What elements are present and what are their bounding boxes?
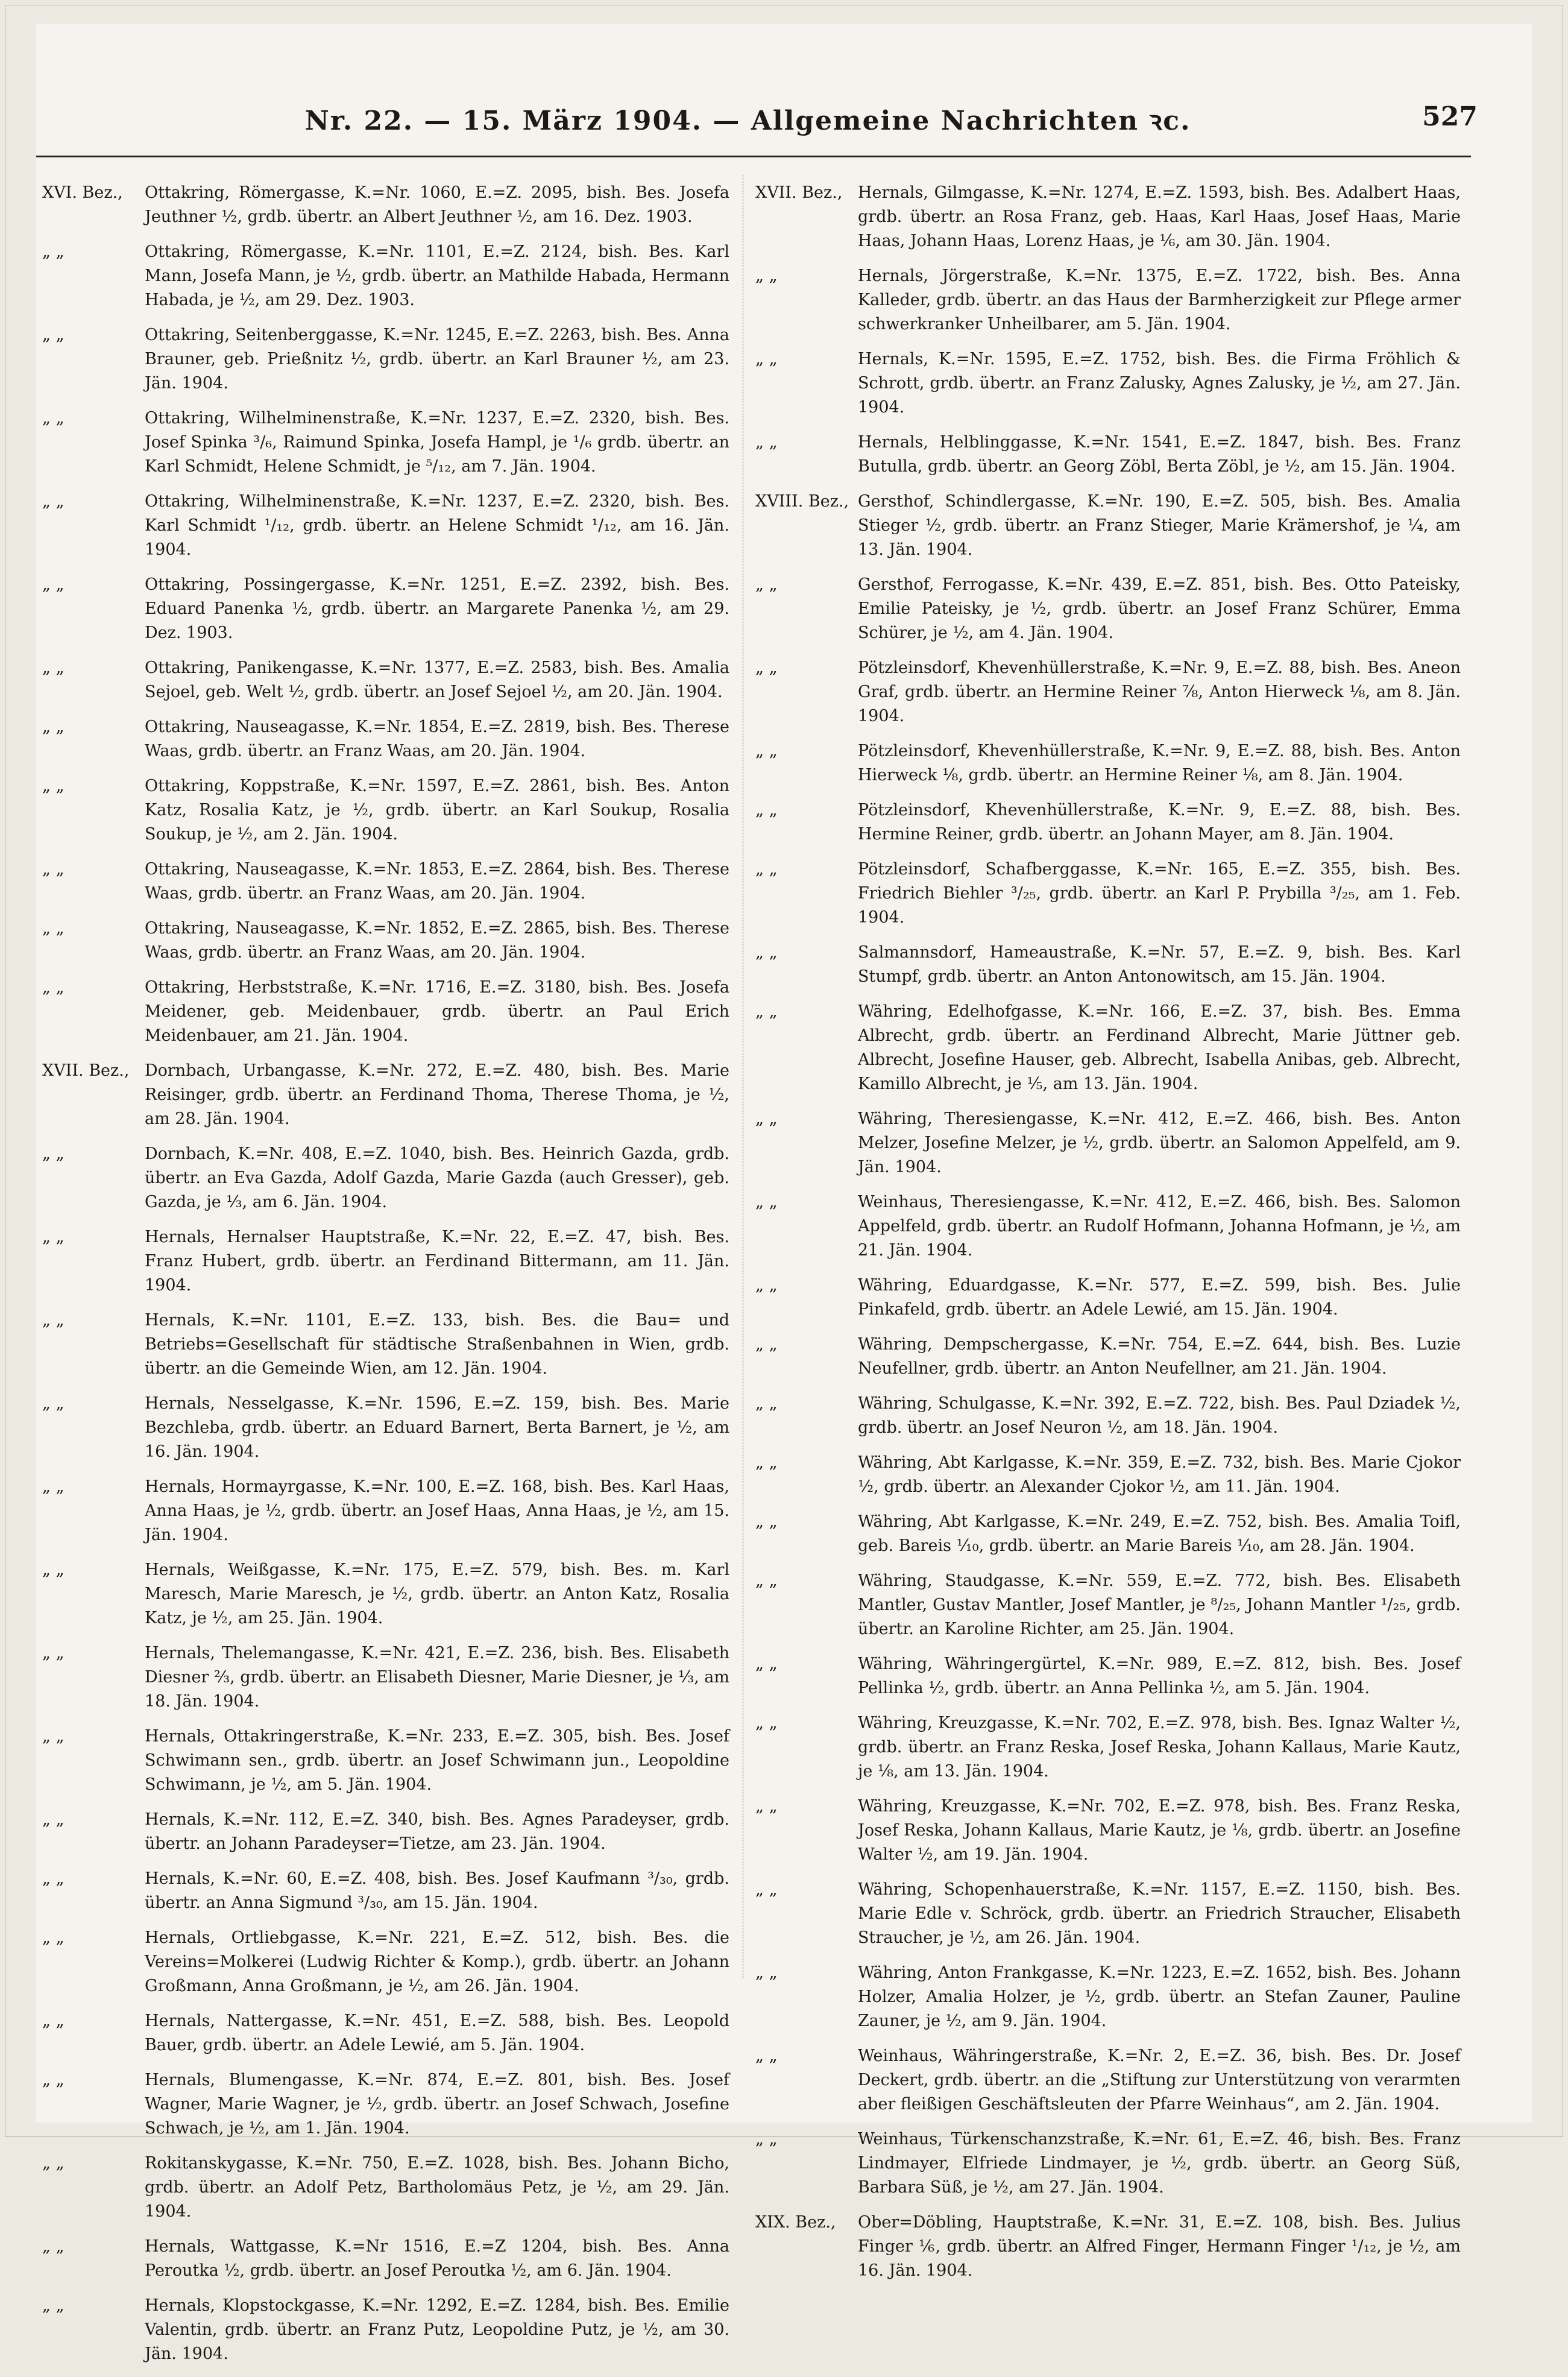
entry-text: Währing, Eduardgasse, K.=Nr. 577, E.=Z. 599, bish. Bes. Julie Pinkafeld, grdb. übertr. an Adele Lewié, am 15. Jän. 1904. [858,1276,1461,1319]
entry-text: Dornbach, K.=Nr. 408, E.=Z. 1040, bish. Bes. Heinrich Gazda, grdb. übertr. an Eva Gazda, Adolf Gazda, Marie Gazda (auch Gresser), geb. Gazda, je ⅓, am 6. Jän. 1904. [145,1144,729,1211]
district-label: „ „ [42,326,65,344]
district-label: „ „ [42,2012,65,2030]
entry-text: Währing, Schulgasse, K.=Nr. 392, E.=Z. 722, bish. Bes. Paul Dziadek ½, grdb. übertr. an Josef Neuron ½, am 18. Jän. 1904. [858,1394,1461,1437]
district-label: „ „ [42,2296,65,2315]
register-entry [42,2294,729,2366]
register-entry [755,1107,1461,1179]
entry-text: Währing, Kreuzgasse, K.=Nr. 702, E.=Z. 978, bish. Bes. Ignaz Walter ½, grdb. übertr. an Franz Reska, Josef Reska, Johann Kallaus, Marie Kautz, je ⅛, am 13. Jän. 1904. [858,1714,1461,1781]
register-entry [42,715,729,763]
district-label: „ „ [755,575,778,594]
entry-text: Hernals, Weißgasse, K.=Nr. 175, E.=Z. 579, bish. Bes. m. Karl Maresch, Marie Maresch, je ½, grdb. übertr. an Anton Katz, Rosalia Katz, je ½, am 25. Jän. 1904. [145,1561,729,1627]
right-column [755,181,1461,2294]
district-label: „ „ [755,1571,778,1590]
entry-text: Salmannsdorf, Hameaustraße, K.=Nr. 57, E.=Z. 9, bish. Bes. Karl Stumpf, grdb. übertr. an Anton Antonowitsch, am 15. Jän. 1904. [858,943,1461,986]
register-entry [755,490,1461,562]
register-entry [755,573,1461,645]
entry-text: Ottakring, Nauseagasse, K.=Nr. 1852, E.=Z. 2865, bish. Bes. Therese Waas, grdb. übertr. an Franz Waas, am 20. Jän. 1904. [145,919,729,962]
register-entry [755,1274,1461,1322]
district-label: „ „ [42,658,65,677]
district-label: „ „ [42,575,65,594]
entry-text: Hernals, Ortliebgasse, K.=Nr. 221, E.=Z. 512, bish. Bes. die Vereins=Molkerei (Ludwig Richter & Komp.), grdb. übertr. an Johann Großmann, Anna Großmann, je ½, am 26. Jän. 1904. [145,1928,729,1995]
register-entry [755,1878,1461,1950]
register-entry [755,2211,1461,2283]
entry-text: Hernals, K.=Nr. 1101, E.=Z. 133, bish. Bes. die Bau= und Betriebs=Gesellschaft für städtische Straßenbahnen in Wien, grdb. übertr. an die Gemeinde Wien, am 12. Jän. 1904. [145,1311,729,1378]
entry-text: Pötzleinsdorf, Schafberggasse, K.=Nr. 165, E.=Z. 355, bish. Bes. Friedrich Biehler ³/₂₅, grdb. übertr. an Karl P. Prybilla ³/₂₅, am 1. Feb. 1904. [858,860,1461,927]
district-label: „ „ [755,1193,778,1211]
register-entry [42,976,729,1048]
district-label: „ „ [755,1714,778,1732]
register-entry [42,240,729,312]
register-entry [755,1451,1461,1499]
district-label: „ „ [42,1394,65,1413]
entry-text: Hernals, Nattergasse, K.=Nr. 451, E.=Z. 588, bish. Bes. Leopold Bauer, grdb. übertr. an Adele Lewié, am 5. Jän. 1904. [145,2012,729,2054]
district-label: „ „ [755,1110,778,1128]
register-entry [42,1142,729,1214]
register-entry [42,1059,729,1131]
register-entry [755,181,1461,253]
entry-text: Hernals, K.=Nr. 60, E.=Z. 408, bish. Bes. Josef Kaufmann ³/₃₀, grdb. übertr. an Anna Sigmund ³/₃₀, am 15. Jän. 1904. [145,1869,729,1912]
district-label: „ „ [755,860,778,879]
district-label: „ „ [755,267,778,285]
entry-text: Ottakring, Panikengasse, K.=Nr. 1377, E.=Z. 2583, bish. Bes. Amalia Sejoel, geb. Welt ½, grdb. übertr. an Josef Sejoel ½, am 20. Jän. 1904. [145,658,729,701]
district-label: „ „ [755,742,778,760]
entry-text: Ottakring, Römergasse, K.=Nr. 1060, E.=Z. 2095, bish. Bes. Josefa Jeuthner ½, grdb. übertr. an Albert Jeuthner ½, am 16. Dez. 1903. [145,183,729,226]
entry-text: Weinhaus, Türkenschanzstraße, K.=Nr. 61, E.=Z. 46, bish. Bes. Franz Lindmayer, Elfriede Lindmayer, je ½, grdb. übertr. an Georg Süß, Barbara Süß, je ½, am 27. Jän. 1904. [858,2130,1461,2197]
register-entry [42,2068,729,2141]
register-entry [42,917,729,965]
entry-text: Weinhaus, Theresiengasse, K.=Nr. 412, E.=Z. 466, bish. Bes. Salomon Appelfeld, grdb. übertr. an Rudolf Hofmann, Johanna Hofmann, je ½, am 21. Jän. 1904. [858,1193,1461,1260]
register-entry [42,406,729,479]
entry-text: Weinhaus, Währingerstraße, K.=Nr. 2, E.=Z. 36, bish. Bes. Dr. Josef Deckert, grdb. übertr. an die „Stiftung zur Unterstützung von verarmten aber fleißigen Geschäftsleuten der Pfarre Weinhaus“, am 2. Jän. 1904. [858,2047,1461,2113]
page-header [18,101,1478,144]
entry-text: Gersthof, Schindlergasse, K.=Nr. 190, E.=Z. 505, bish. Bes. Amalia Stieger ½, grdb. übertr. an Franz Stieger, Marie Krämershof, je ¼, am 13. Jän. 1904. [858,492,1461,559]
district-label: „ „ [755,1963,778,1982]
entry-text: Hernals, Jörgerstraße, K.=Nr. 1375, E.=Z. 1722, bish. Bes. Anna Kalleder, grdb. übertr. an das Haus der Barmherzigkeit zur Pflege armer schwerkranker Unheilbarer, am 5. Jän. 1904. [858,267,1461,333]
district-label: „ „ [42,1561,65,1579]
district-label: „ „ [42,1928,65,1947]
district-label: „ „ [42,242,65,261]
register-entry [755,1510,1461,1558]
entry-text: Hernals, Helblinggasse, K.=Nr. 1541, E.=Z. 1847, bish. Bes. Franz Butulla, grdb. übertr. an Georg Zöbl, Berta Zöbl, je ½, am 15. Jän. 1904. [858,433,1461,476]
register-entry [42,656,729,704]
register-entry [755,1000,1461,1096]
district-label: XVIII. Bez., [755,492,849,511]
register-entry [755,1795,1461,1867]
entry-text: Hernals, Blumengasse, K.=Nr. 874, E.=Z. 801, bish. Bes. Josef Wagner, Marie Wagner, je ½, grdb. übertr. an Josef Schwach, Josefine Schwach, je ½, am 1. Jän. 1904. [145,2071,729,2138]
register-entry [42,1308,729,1381]
entry-text: Währing, Kreuzgasse, K.=Nr. 702, E.=Z. 978, bish. Bes. Franz Reska, Josef Reska, Johann Kallaus, Marie Kautz, je ⅛, grdb. übertr. an Josefine Walter ½, am 19. Jän. 1904. [858,1797,1461,1864]
register-entry [755,739,1461,788]
district-label: „ „ [42,1477,65,1496]
district-label: XVI. Bez., [42,183,123,202]
entry-text: Währing, Edelhofgasse, K.=Nr. 166, E.=Z. 37, bish. Bes. Emma Albrecht, grdb. übertr. an Ferdinand Albrecht, Marie Jüttner geb. Albrecht, Josefine Hauser, geb. Albrecht, Isabella Anibas, geb. Albrecht, Kamillo Albrecht, je ⅕, am 13. Jän. 1904. [858,1002,1461,1093]
district-label: „ „ [42,718,65,736]
entry-text: Ottakring, Nauseagasse, K.=Nr. 1853, E.=Z. 2864, bish. Bes. Therese Waas, grdb. übertr. an Franz Waas, am 20. Jän. 1904. [145,860,729,903]
register-entry [42,2151,729,2224]
district-label: „ „ [42,492,65,511]
register-entry [42,1808,729,1856]
register-entry [42,1475,729,1547]
register-entry [42,1641,729,1714]
district-label: „ „ [755,1880,778,1899]
header-rule [36,156,1471,157]
district-label: „ „ [755,350,778,368]
district-label: „ „ [42,1727,65,1746]
running-head: Nr. 22. — 15. März 1904. — Allgemeine Nachrichten ꝛc. [304,106,1191,136]
register-entry [42,774,729,847]
register-entry [755,1333,1461,1381]
register-entry [42,1725,729,1797]
entry-text: Hernals, Wattgasse, K.=Nr 1516, E.=Z 1204, bish. Bes. Anna Peroutka ½, grdb. übertr. an Josef Peroutka ½, am 6. Jän. 1904. [145,2237,729,2280]
register-entry [755,264,1461,336]
entry-text: Pötzleinsdorf, Khevenhüllerstraße, K.=Nr. 9, E.=Z. 88, bish. Bes. Anton Hierweck ⅛, grdb. übertr. an Hermine Reiner ⅛, am 8. Jän. 1904. [858,742,1461,784]
district-label: „ „ [755,801,778,819]
register-entry [755,1392,1461,1440]
district-label: „ „ [42,2071,65,2089]
entry-text: Hernals, Hernalser Hauptstraße, K.=Nr. 22, E.=Z. 47, bish. Bes. Franz Hubert, grdb. übertr. an Ferdinand Bittermann, am 11. Jän. 1904. [145,1228,729,1295]
district-label: XVII. Bez., [42,1061,130,1080]
entry-text: Währing, Theresiengasse, K.=Nr. 412, E.=Z. 466, bish. Bes. Anton Melzer, Josefine Melzer, je ½, grdb. übertr. an Salomon Appelfeld, am 9. Jän. 1904. [858,1110,1461,1176]
entry-text: Hernals, Thelemangasse, K.=Nr. 421, E.=Z. 236, bish. Bes. Elisabeth Diesner ⅔, grdb. übertr. an Elisabeth Diesner, Marie Diesner, je ⅓, am 18. Jän. 1904. [145,1644,729,1711]
register-entry [42,490,729,562]
entry-text: Dornbach, Urbangasse, K.=Nr. 272, E.=Z. 480, bish. Bes. Marie Reisinger, grdb. übertr. an Ferdinand Thoma, Therese Thoma, je ½, am 28. Jän. 1904. [145,1061,729,1128]
district-label: „ „ [42,1311,65,1330]
entry-text: Ottakring, Possingergasse, K.=Nr. 1251, E.=Z. 2392, bish. Bes. Eduard Panenka ½, grdb. übertr. an Margarete Panenka ½, am 29. Dez. 1903. [145,575,729,642]
register-entry [755,656,1461,728]
district-label: „ „ [755,1512,778,1531]
district-label: „ „ [755,1002,778,1021]
district-label: „ „ [755,658,778,677]
entry-text: Währing, Schopenhauerstraße, K.=Nr. 1157, E.=Z. 1150, bish. Bes. Marie Edle v. Schröck, grdb. übertr. an Friedrich Straucher, Elisabeth Straucher, je ½, am 26. Jän. 1904. [858,1880,1461,1947]
register-entry [42,573,729,645]
district-label: „ „ [42,2237,65,2256]
register-entry [42,857,729,906]
entry-text: Währing, Abt Karlgasse, K.=Nr. 249, E.=Z. 752, bish. Bes. Amalia Toifl, geb. Bareis ⅒, grdb. übertr. an Marie Bareis ⅒, am 28. Jän. 1904. [858,1512,1461,1555]
register-entry [42,1392,729,1464]
register-entry [42,1558,729,1630]
register-entry [42,1225,729,1298]
district-label: „ „ [42,1144,65,1163]
register-entry [42,2009,729,2057]
district-label: „ „ [755,1394,778,1413]
district-label: „ „ [42,919,65,938]
register-entry [755,1652,1461,1700]
district-label: „ „ [42,1644,65,1662]
entry-text: Währing, Abt Karlgasse, K.=Nr. 359, E.=Z. 732, bish. Bes. Marie Cjokor ½, grdb. übertr. an Alexander Cjokor ½, am 11. Jän. 1904. [858,1453,1461,1496]
district-label: XIX. Bez., [755,2213,836,2232]
entry-text: Ober=Döbling, Hauptstraße, K.=Nr. 31, E.=Z. 108, bish. Bes. Julius Finger ⅙, grdb. übertr. an Alfred Finger, Hermann Finger ¹/₁₂, je ½, am 16. Jän. 1904. [858,2213,1461,2280]
entry-text: Gersthof, Ferrogasse, K.=Nr. 439, E.=Z. 851, bish. Bes. Otto Pateisky, Emilie Pateisky, je ½, grdb. übertr. an Josef Franz Schürer, Emma Schürer, je ½, am 4. Jän. 1904. [858,575,1461,642]
district-label: „ „ [42,1228,65,1246]
district-label: „ „ [42,2154,65,2173]
register-entry [755,798,1461,847]
entry-text: Hernals, Hormayrgasse, K.=Nr. 100, E.=Z. 168, bish. Bes. Karl Haas, Anna Haas, je ½, grdb. übertr. an Josef Haas, Anna Haas, je ½, am 15. Jän. 1904. [145,1477,729,1544]
district-label: „ „ [755,1797,778,1816]
entry-text: Hernals, Gilmgasse, K.=Nr. 1274, E.=Z. 1593, bish. Bes. Adalbert Haas, grdb. übertr. an Rosa Franz, geb. Haas, Karl Haas, Josef Haas, Marie Haas, Johann Haas, Lorenz Haas, je ⅙, am 30. Jän. 1904. [858,183,1461,250]
register-entry [42,1867,729,1915]
district-label: „ „ [42,1810,65,1829]
district-label: „ „ [42,409,65,428]
entry-text: Hernals, K.=Nr. 1595, E.=Z. 1752, bish. Bes. die Firma Fröhlich & Schrott, grdb. übertr. an Franz Zalusky, Agnes Zalusky, je ½, am 27. Jän. 1904. [858,350,1461,417]
entry-text: Währing, Anton Frankgasse, K.=Nr. 1223, E.=Z. 1652, bish. Bes. Johann Holzer, Amalia Holzer, je ½, grdb. übertr. an Stefan Zauner, Pauline Zauner, je ½, am 9. Jän. 1904. [858,1963,1461,2030]
entry-text: Ottakring, Herbststraße, K.=Nr. 1716, E.=Z. 3180, bish. Bes. Josefa Meidener, geb. Meidenbauer, grdb. übertr. an Paul Erich Meidenbauer, am 21. Jän. 1904. [145,978,729,1045]
entry-text: Ottakring, Römergasse, K.=Nr. 1101, E.=Z. 2124, bish. Bes. Karl Mann, Josefa Mann, je ½, grdb. übertr. an Mathilde Habada, Hermann Habada, je ½, am 29. Dez. 1903. [145,242,729,309]
register-entry [755,1190,1461,1263]
entry-text: Ottakring, Nauseagasse, K.=Nr. 1854, E.=Z. 2819, bish. Bes. Therese Waas, grdb. übertr. an Franz Waas, am 20. Jän. 1904. [145,718,729,760]
district-label: „ „ [755,1453,778,1472]
register-entry [42,2235,729,2283]
entry-text: Ottakring, Wilhelminenstraße, K.=Nr. 1237, E.=Z. 2320, bish. Bes. Josef Spinka ³/₆, Raimund Spinka, Josefa Hampl, je ¹/₆ grdb. übertr. an Karl Schmidt, Helene Schmidt, je ⁵/₁₂, am 7. Jän. 1904. [145,409,729,476]
district-label: XVII. Bez., [755,183,843,202]
district-label: „ „ [755,433,778,452]
page-number: 527 [1422,101,1478,132]
register-entry [755,857,1461,930]
entry-text: Hernals, Klopstockgasse, K.=Nr. 1292, E.=Z. 1284, bish. Bes. Emilie Valentin, grdb. übertr. an Franz Putz, Leopoldine Putz, je ½, am 30. Jän. 1904. [145,2296,729,2363]
register-entry [755,941,1461,989]
district-label: „ „ [42,777,65,795]
register-entry [755,1961,1461,2033]
entry-text: Hernals, Ottakringerstraße, K.=Nr. 233, E.=Z. 305, bish. Bes. Josef Schwimann sen., grdb. übertr. an Josef Schwimann jun., Leopoldine Schwimann, je ½, am 5. Jän. 1904. [145,1727,729,1794]
register-entry [755,1711,1461,1784]
register-entry [755,1569,1461,1641]
register-entry [755,2127,1461,2200]
register-entry [755,431,1461,479]
entry-text: Währing, Währingergürtel, K.=Nr. 989, E.=Z. 812, bish. Bes. Josef Pellinka ½, grdb. übertr. an Anna Pellinka ½, am 5. Jän. 1904. [858,1655,1461,1697]
register-entry [42,181,729,229]
district-label: „ „ [755,2130,778,2148]
register-entry [755,347,1461,420]
district-label: „ „ [42,1869,65,1888]
district-label: „ „ [42,860,65,879]
district-label: „ „ [755,1655,778,1673]
entry-text: Währing, Staudgasse, K.=Nr. 559, E.=Z. 772, bish. Bes. Elisabeth Mantler, Gustav Mantler, Josef Mantler, je ⁸/₂₅, Johann Mantler ¹/₂₅, grdb. übertr. an Karoline Richter, am 25. Jän. 1904. [858,1571,1461,1638]
district-label: „ „ [755,943,778,962]
entry-text: Hernals, Nesselgasse, K.=Nr. 1596, E.=Z. 159, bish. Bes. Marie Bezchleba, grdb. übertr. an Eduard Barnert, Berta Barnert, je ½, am 16. Jän. 1904. [145,1394,729,1461]
register-entry [42,1926,729,1998]
district-label: „ „ [755,1335,778,1354]
entry-text: Pötzleinsdorf, Khevenhüllerstraße, K.=Nr. 9, E.=Z. 88, bish. Bes. Aneon Graf, grdb. übertr. an Hermine Reiner ⅞, Anton Hierweck ⅛, am 8. Jän. 1904. [858,658,1461,725]
district-label: „ „ [755,2047,778,2065]
entry-text: Ottakring, Koppstraße, K.=Nr. 1597, E.=Z. 2861, bish. Bes. Anton Katz, Rosalia Katz, je ½, grdb. übertr. an Karl Soukup, Rosalia Soukup, je ½, am 2. Jän. 1904. [145,777,729,844]
district-label: „ „ [42,978,65,997]
entry-text: Hernals, K.=Nr. 112, E.=Z. 340, bish. Bes. Agnes Paradeyser, grdb. übertr. an Johann Paradeyser=Tietze, am 23. Jän. 1904. [145,1810,729,1853]
register-entry [755,2044,1461,2117]
entry-text: Ottakring, Wilhelminenstraße, K.=Nr. 1237, E.=Z. 2320, bish. Bes. Karl Schmidt ¹/₁₂, grdb. übertr. an Helene Schmidt ¹/₁₂, am 16. Jän. 1904. [145,492,729,559]
entry-text: Währing, Dempschergasse, K.=Nr. 754, E.=Z. 644, bish. Bes. Luzie Neufellner, grdb. übertr. an Anton Neufellner, am 21. Jän. 1904. [858,1335,1461,1378]
entry-text: Rokitanskygasse, K.=Nr. 750, E.=Z. 1028, bish. Bes. Johann Bicho, grdb. übertr. an Adolf Petz, Bartholomäus Petz, je ½, am 29. Jän. 1904. [145,2154,729,2221]
district-label: „ „ [755,1276,778,1295]
entry-text: Ottakring, Seitenberggasse, K.=Nr. 1245, E.=Z. 2263, bish. Bes. Anna Brauner, geb. Prießnitz ½, grdb. übertr. an Karl Brauner ½, am 23. Jän. 1904. [145,326,729,393]
left-column [42,181,729,2377]
register-entry [42,323,729,396]
entry-text: Pötzleinsdorf, Khevenhüllerstraße, K.=Nr. 9, E.=Z. 88, bish. Bes. Hermine Reiner, grdb. übertr. an Johann Mayer, am 8. Jän. 1904. [858,801,1461,844]
